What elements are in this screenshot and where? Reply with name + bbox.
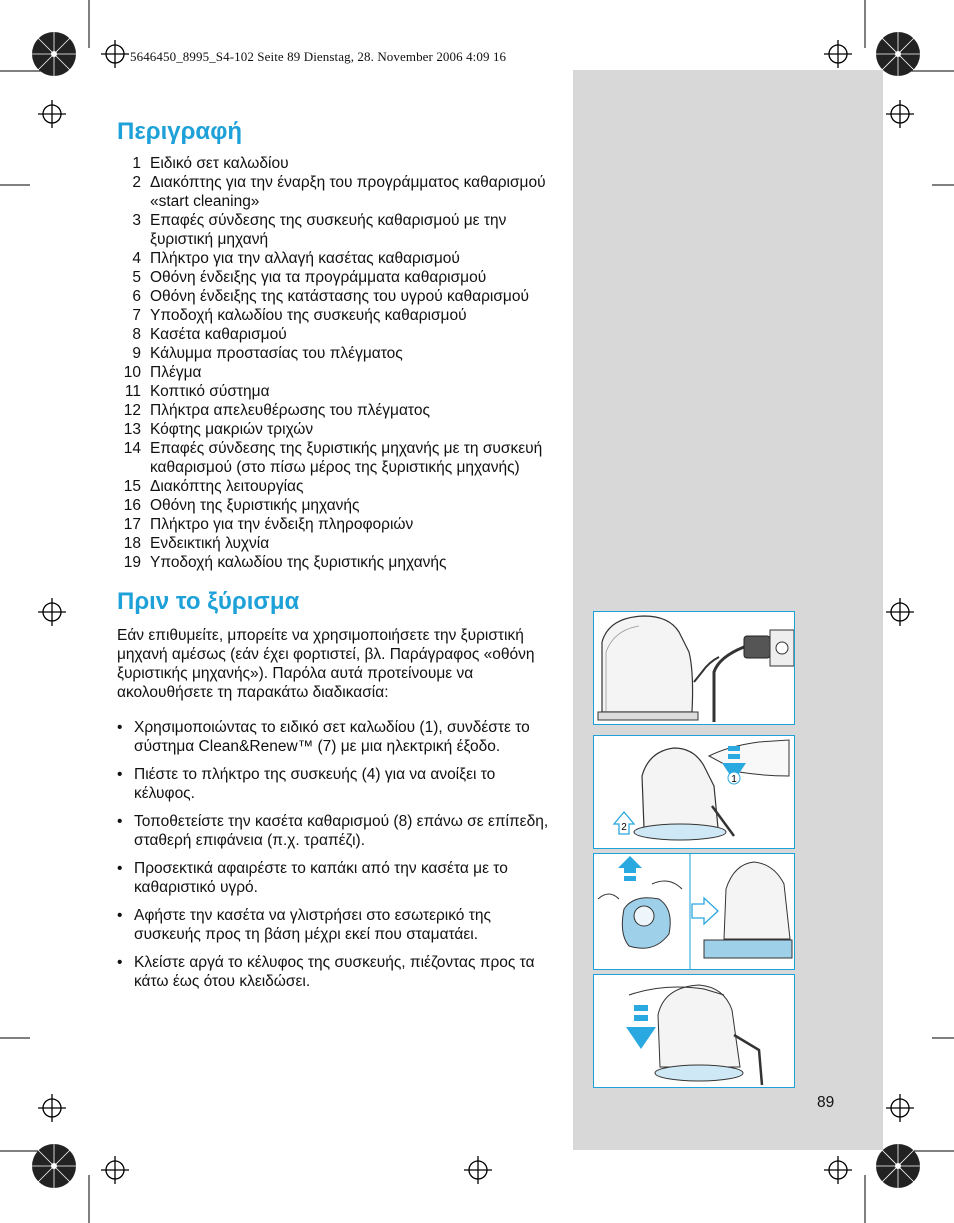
legend-item (117, 534, 557, 553)
legend-item (117, 306, 557, 325)
setup-step-text: Χρησιμοποιώντας το ειδικό σετ καλωδίου (1), συνδέστε το σύστημα Clean&Renew™ (7) με μια ηλεκτρική έξοδο. (134, 719, 530, 755)
legend-item-number: 16 (123, 497, 141, 514)
legend-item-number: 4 (132, 250, 141, 267)
setup-step (117, 859, 557, 897)
legend-item (117, 439, 557, 477)
legend-item-text: Πλέγμα (150, 364, 202, 381)
setup-step-text: Πιέστε το πλήκτρο της συσκευής (4) για να ανοίξει το κέλυφος. (134, 766, 496, 802)
legend-item-number: 10 (123, 364, 141, 381)
before-shaving-title: Πριν το ξύρισμα (117, 588, 300, 615)
step-2-label: 2 (621, 822, 627, 833)
legend-item-text: Πλήκτρο για την ένδειξη πληροφοριών (150, 516, 414, 533)
bullet-icon: • (117, 766, 123, 783)
open-lid-illustration (594, 736, 794, 848)
insert-cassette-illustration (594, 854, 794, 969)
legend-item-number: 1 (132, 155, 141, 172)
setup-step (117, 953, 557, 991)
legend-item-number: 12 (123, 402, 141, 419)
before-shaving-intro: Εάν επιθυμείτε, μπορείτε να χρησιμοποιήσετε την ξυριστική μηχανή αμέσως (εάν έχει φορτιστεί, βλ. Παράγραφος «οθόνη ξυριστικής μηχανής»). Παρόλα αυτά προτείνουμε να ακολουθήσετε τη παρακάτω διαδικασία: (117, 627, 535, 701)
legend-item-number: 14 (123, 440, 141, 457)
legend-item-number: 13 (123, 421, 141, 438)
legend-item-number: 7 (132, 307, 141, 324)
legend-item-text: Κασέτα καθαρισμού (150, 326, 287, 343)
legend-item (117, 173, 557, 211)
legend-item-text: Οθόνη ένδειξης της κατάστασης του υγρού καθαρισμού (150, 288, 529, 305)
bullet-icon: • (117, 813, 123, 830)
figure-insert-cassette (593, 853, 795, 970)
legend-item (117, 344, 557, 363)
legend-item (117, 515, 557, 534)
legend-item (117, 477, 557, 496)
legend-item-number: 8 (132, 326, 141, 343)
legend-item-text: Διακόπτης για την έναρξη του προγράμματος καθαρισμού «start cleaning» (150, 174, 546, 210)
legend-item-text: Ειδικό σετ καλωδίου (150, 155, 289, 172)
legend-item-number: 2 (132, 174, 141, 191)
bullet-icon: • (117, 860, 123, 877)
setup-step (117, 718, 557, 756)
legend-item-number: 17 (123, 516, 141, 533)
legend-item-number: 15 (123, 478, 141, 495)
setup-step (117, 765, 557, 803)
close-lid-illustration (594, 975, 794, 1087)
setup-step (117, 906, 557, 944)
legend-item-text: Ενδεικτική λυχνία (150, 535, 270, 552)
setup-step-text: Προσεκτικά αφαιρέστε το καπάκι από την κασέτα με το καθαριστικό υγρό. (134, 860, 508, 896)
legend-item (117, 268, 557, 287)
legend-item (117, 211, 557, 249)
legend-item (117, 325, 557, 344)
legend-item-text: Κοπτικό σύστημα (150, 383, 270, 400)
legend-item-number: 5 (132, 269, 141, 286)
step-1-label: 1 (731, 774, 737, 785)
legend-item-number: 6 (132, 288, 141, 305)
legend-item-number: 9 (132, 345, 141, 362)
legend-item (117, 420, 557, 439)
legend-item-text: Διακόπτης λειτουργίας (150, 478, 304, 495)
figure-plug-in (593, 611, 795, 725)
legend-item-text: Κάλυμμα προστασίας του πλέγματος (150, 345, 403, 362)
legend-item (117, 249, 557, 268)
legend-item-text: Υποδοχή καλωδίου της συσκευής καθαρισμού (150, 307, 467, 324)
legend-item-text: Κόφτης μακριών τριχών (150, 421, 314, 438)
figure-open-lid (593, 735, 795, 849)
legend-item-text: Επαφές σύνδεσης της ξυριστικής μηχανής με τη συσκευή καθαρισμού (στο πίσω μέρος της ξυριστικής μηχανής) (150, 440, 543, 476)
setup-step-text: Κλείστε αργά το κέλυφος της συσκευής, πιέζοντας προς τα κάτω έως ότου κλειδώσει. (134, 954, 535, 990)
figure-close-lid (593, 974, 795, 1088)
print-header: 5646450_8995_S4-102 Seite 89 Dienstag, 28. November 2006 4:09 16 (130, 49, 507, 64)
bullet-icon: • (117, 907, 123, 924)
parts-legend (117, 154, 557, 572)
legend-item (117, 154, 557, 173)
legend-item (117, 401, 557, 420)
setup-steps (117, 718, 557, 991)
legend-item-text: Πλήκτρα απελευθέρωσης του πλέγματος (150, 402, 430, 419)
legend-item (117, 287, 557, 306)
description-title: Περιγραφή (117, 118, 243, 145)
legend-item (117, 363, 557, 382)
legend-item (117, 382, 557, 401)
legend-item-text: Επαφές σύνδεσης της συσκευής καθαρισμού με την ξυριστική μηχανή (150, 212, 507, 248)
setup-step-text: Αφήστε την κασέτα να γλιστρήσει στο εσωτερικό της συσκευής προς τη βάση μέχρι εκεί που σταματάει. (134, 907, 491, 943)
legend-item-text: Υποδοχή καλωδίου της ξυριστικής μηχανής (150, 554, 447, 571)
legend-item-text: Οθόνη ένδειξης για τα προγράμματα καθαρισμού (150, 269, 487, 286)
bullet-icon: • (117, 954, 123, 971)
legend-item (117, 553, 557, 572)
legend-item-number: 11 (124, 383, 141, 400)
setup-step-text: Τοποθετείστε την κασέτα καθαρισμού (8) επάνω σε επίπεδη, σταθερή επιφάνεια (π.χ. τραπέζι). (134, 813, 549, 849)
legend-item-number: 18 (123, 535, 141, 552)
legend-item-text: Οθόνη της ξυριστικής μηχανής (150, 497, 360, 514)
legend-item-number: 19 (123, 554, 141, 571)
page-number: 89 (817, 1094, 835, 1111)
plug-in-illustration (594, 612, 794, 724)
setup-step (117, 812, 557, 850)
bullet-icon: • (117, 719, 123, 736)
legend-item-text: Πλήκτρο για την αλλαγή κασέτας καθαρισμού (150, 250, 460, 267)
legend-item (117, 496, 557, 515)
main-content (117, 118, 557, 1000)
legend-item-number: 3 (132, 212, 141, 229)
